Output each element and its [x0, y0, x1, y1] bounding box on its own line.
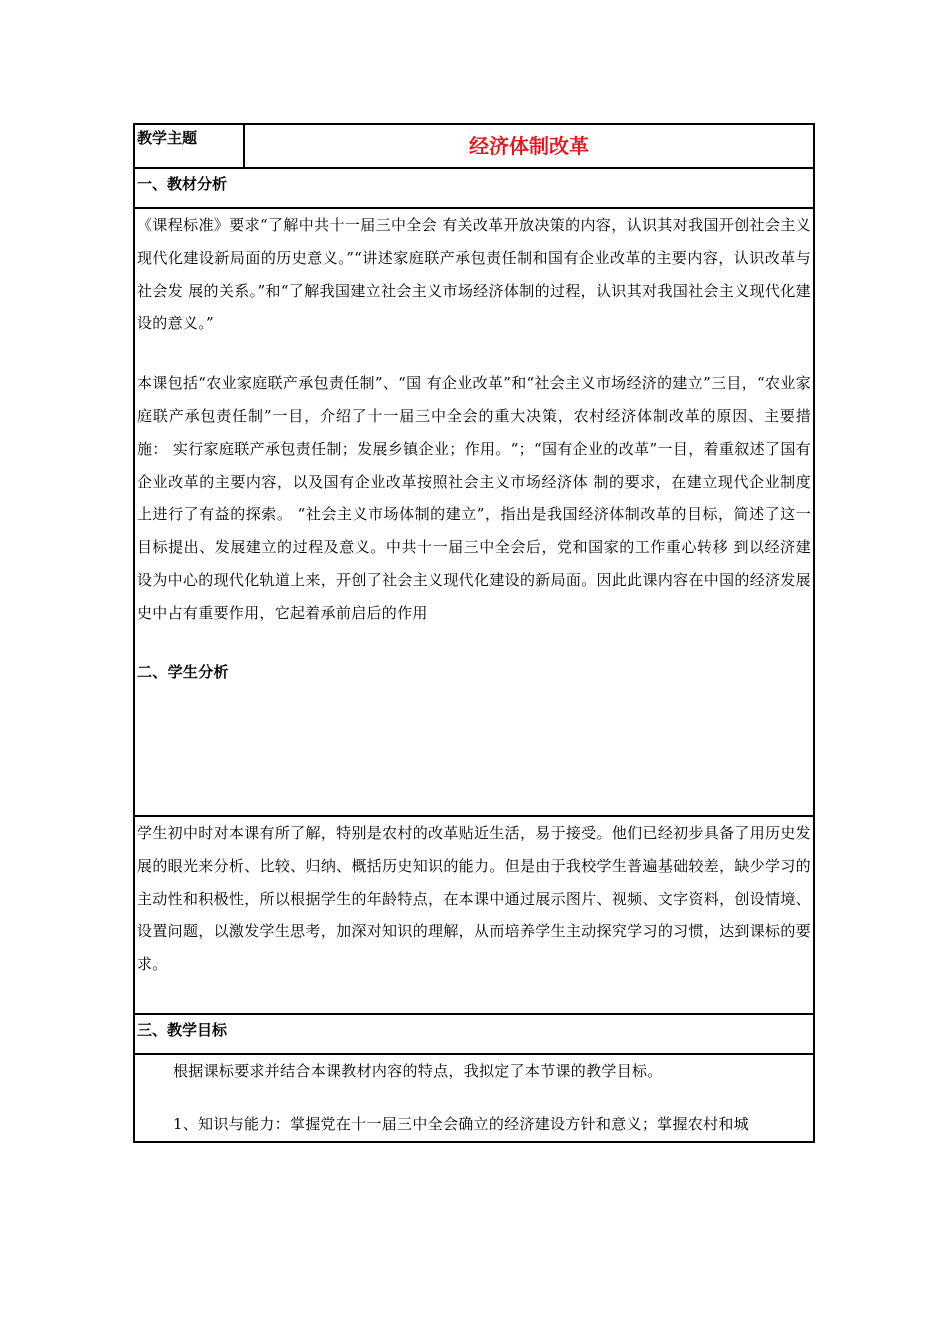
teaching-goals-heading: 三、教学目标 [134, 1014, 814, 1054]
knowledge-ability-goal: 1、知识与能力：掌握党在十一届三中全会确立的经济建设方针和意义；掌握农村和城 [173, 1114, 749, 1133]
goals-heading-row [134, 1014, 814, 1054]
lesson-plan-table [133, 123, 815, 1143]
student-analysis-paragraph: 学生初中时对本课有所了解，特别是农村的改革贴近生活，易于接受。他们已经初步具备了用历史发展的眼光来分析、比较、归纳、概括历史知识的能力。但是由于我校学生普遍基础较差，缺少学习的主动性和积极性，所以根据学生的年龄特点，在本课中通过展示图片、视频、文字资料，创设情境、设置问题，以激发学生思考，加深对知识的理解，从而培养学生主动探究学习的习惯，达到课标的要求。 [137, 824, 811, 974]
paragraph-gap [137, 340, 811, 367]
paragraph-gap [137, 1088, 811, 1108]
lesson-content-paragraph: 本课包括“农业家庭联产承包责任制”、“国 有企业改革”和“社会主义市场经济的建立”三目，“农业家庭联产承包责任制”一目，介绍了十一届三中全会的重大决策，农村经济体制改革的原因、主要措施： 实行家庭联产承包责任制；发展乡镇企业；作用。“；“国有企业的改革”一目，着重叙述了国有企业改革的主要内容，以及国有企业改革按照社会主义市场经济体 制的要求，在建立现代企业制度上进行了有益的探索。 “社会主义市场体制的建立”，指出是我国经济体制改革的目标，简述了这一目标提出、发展建立的过程及意义。中共十一届三中全会后，党和国家的工作重心转移 到以经济建设为中心的现代化轨道上来，开创了社会主义现代化建设的新局面。因此此课内容在中国的经济发展史中占有重要作用，它起着承前启后的作用 [137, 374, 811, 622]
textbook-analysis-heading: 一、教材分析 [134, 168, 814, 208]
student-body-row [134, 816, 814, 1014]
goals-body-row [134, 1054, 814, 1142]
goals-intro-paragraph: 根据课标要求并结合本课教材内容的特点，我拟定了本节课的教学目标。 [173, 1062, 663, 1080]
textbook-body-row [134, 208, 814, 816]
paragraph-gap [137, 630, 811, 657]
student-analysis-heading: 二、学生分析 [137, 662, 229, 681]
teaching-goals-body [134, 1054, 814, 1142]
topic-label: 教学主题 [134, 124, 244, 168]
curriculum-standard-paragraph: 《课程标准》要求“了解中共十一届三中全会 有关改革开放决策的内容，认识其对我国开创社会主义现代化建设新局面的历史意义。”“讲述家庭联产承包责任制和国有企业改革的主要内容，认识改革与社会发 展的关系。”和“了解我国建立社会主义市场经济体制的过程，认识其对我国社会主义现代化建设的意义。” [137, 216, 811, 333]
textbook-heading-row [134, 168, 814, 208]
student-analysis-body [134, 816, 814, 1014]
topic-row [134, 124, 814, 168]
textbook-analysis-body [134, 208, 814, 816]
topic-title: 经济体制改革 [244, 124, 814, 168]
